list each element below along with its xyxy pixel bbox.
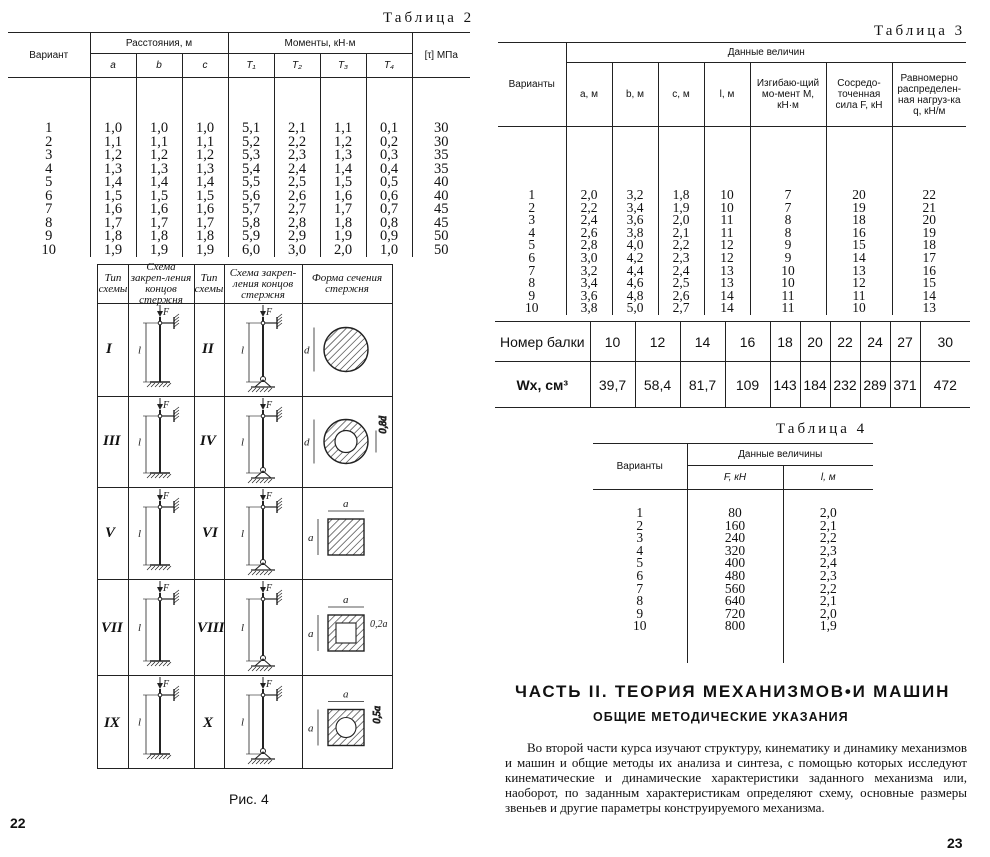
fig-row3-right-label: VI xyxy=(202,525,218,541)
t4-col-variant: 1 2 3 4 5 6 7 8 9 10 xyxy=(633,505,647,634)
figure-4 xyxy=(97,261,393,769)
ground-hatch xyxy=(155,662,159,666)
right-page xyxy=(495,0,990,857)
force-label: F xyxy=(266,307,273,318)
ground-hatch xyxy=(167,755,171,759)
ground-hatch xyxy=(256,388,260,392)
beam-row1-label: Номер балки xyxy=(495,322,590,362)
beam-wx-row xyxy=(495,362,970,408)
ground-hatch xyxy=(264,667,268,671)
fig-row2-right-label: IV xyxy=(200,433,216,449)
t2-col-variant: 1 2 3 4 5 6 7 8 9 10 xyxy=(41,120,56,258)
ground-hatch xyxy=(268,388,272,392)
ground-hatch xyxy=(268,760,272,764)
ground-hatch xyxy=(264,571,268,575)
ground-hatch xyxy=(159,383,163,387)
beam-number: 10 xyxy=(590,322,635,362)
top-hinge xyxy=(261,597,265,601)
ground-hatch xyxy=(147,662,151,666)
t2-distances-header: Расстояния, м xyxy=(90,33,228,54)
ground-hatch xyxy=(248,479,252,483)
beam-wx: 39,7 xyxy=(590,362,635,408)
t3-sub-m: Изгибаю-щий мо-мент M, кН·м xyxy=(750,63,826,127)
ground-hatch xyxy=(256,760,260,764)
ground-hatch xyxy=(155,755,159,759)
t2-col-b: 1,0 1,1 1,2 1,3 1,4 1,5 1,6 1,7 1,8 1,9 xyxy=(136,78,182,258)
t2-col-t4: 0,1 0,2 0,3 0,4 0,5 0,6 0,7 0,8 0,9 1,0 xyxy=(366,78,412,258)
fig-row2-left-label: III xyxy=(103,433,121,449)
t4-col-l: 2,0 2,1 2,2 2,3 2,4 2,3 2,2 2,1 2,0 1,9 xyxy=(783,490,873,663)
fig-drawings xyxy=(98,265,392,768)
solid-circle-section xyxy=(324,328,368,372)
ground-hatch xyxy=(167,383,171,387)
fig-head-section: Форма сечения стержня xyxy=(302,265,392,304)
t2-col-c: 1,0 1,1 1,2 1,3 1,4 1,5 1,6 1,7 1,8 1,9 xyxy=(182,78,228,258)
ground-hatch xyxy=(252,760,256,764)
force-label: F xyxy=(163,679,170,690)
fig-row4-right-label: VIII xyxy=(197,620,225,636)
t3-sub-f: Сосредо-точенная сила F, кН xyxy=(826,63,892,127)
fig-row1-left-label: I xyxy=(106,341,112,357)
ground-hatch xyxy=(264,479,268,483)
ground-hatch xyxy=(264,388,268,392)
force-label: F xyxy=(163,491,170,502)
ground-hatch xyxy=(260,760,264,764)
table3 xyxy=(498,42,966,315)
beam-row2-label: Wx, см³ xyxy=(495,362,590,408)
ground-hatch xyxy=(151,755,155,759)
top-hinge xyxy=(261,414,265,418)
ground-hatch xyxy=(151,662,155,666)
beam-wx: 289 xyxy=(860,362,890,408)
t3-sub-a: a, м xyxy=(566,63,612,127)
table4-caption: Таблица 4 xyxy=(776,421,868,437)
table4 xyxy=(593,443,873,663)
force-label: F xyxy=(266,583,273,594)
beam-number: 12 xyxy=(635,322,680,362)
top-hinge xyxy=(261,693,265,697)
side-label-left: a xyxy=(308,532,314,544)
t2-col-a: 1,0 1,1 1,2 1,3 1,4 1,5 1,6 1,7 1,8 1,9 xyxy=(90,78,136,258)
t3-sub-c: c, м xyxy=(658,63,704,127)
ground-hatch xyxy=(163,662,167,666)
t4-sub-l: l, м xyxy=(783,466,873,490)
t3-given-header: Данные величин xyxy=(566,43,966,63)
top-hinge xyxy=(158,505,162,509)
top-hinge xyxy=(158,597,162,601)
hole-diameter-label: 0,5a xyxy=(372,706,383,724)
wall-thickness-label: 0,2a xyxy=(370,619,388,630)
ground-hatch xyxy=(256,479,260,483)
ground-hatch xyxy=(159,755,163,759)
ground-hatch xyxy=(268,479,272,483)
ground-hatch xyxy=(167,662,171,666)
top-hinge xyxy=(158,414,162,418)
force-label: F xyxy=(163,583,170,594)
side-label-top: a xyxy=(343,498,349,510)
length-label: l xyxy=(241,716,245,729)
t2-sub-t4: T₄ xyxy=(366,54,412,78)
beam-wx: 109 xyxy=(725,362,770,408)
beam-number-row xyxy=(495,322,970,362)
t4-col-f: 80 160 240 320 400 480 560 640 720 800 xyxy=(687,490,783,663)
t3-sub-q: Равномерно распределен-ная нагруз-ка q, кН/м xyxy=(892,63,966,127)
beam-number: 14 xyxy=(680,322,725,362)
fig-head-type-right: Тип схемы xyxy=(194,265,224,304)
fig-row5-right-label: X xyxy=(203,715,214,731)
ground-hatch xyxy=(155,566,159,570)
beam-wx: 371 xyxy=(890,362,920,408)
beam-number: 22 xyxy=(830,322,860,362)
t2-sub-t3: T₃ xyxy=(320,54,366,78)
diameter-label: d xyxy=(304,344,310,357)
inner-diameter-label: 0,8d xyxy=(378,416,389,434)
fig-row1-right-label: II xyxy=(202,341,214,357)
ground-hatch xyxy=(151,474,155,478)
ground-hatch xyxy=(248,760,252,764)
force-label: F xyxy=(163,400,170,411)
force-label: F xyxy=(266,491,273,502)
t2-col-t3: 1,1 1,2 1,3 1,4 1,5 1,6 1,7 1,8 1,9 2,0 xyxy=(320,78,366,258)
ground-hatch xyxy=(147,474,151,478)
diameter-label: d xyxy=(304,436,310,449)
ground-hatch xyxy=(260,667,264,671)
ground-hatch xyxy=(159,474,163,478)
fig-head-type-left: Тип схемы xyxy=(98,265,128,304)
pin-joint xyxy=(261,656,266,661)
ground-hatch xyxy=(268,667,272,671)
ground-hatch xyxy=(268,571,272,575)
length-label: l xyxy=(138,622,142,634)
table2-caption: Таблица 2 xyxy=(383,10,475,26)
intro-paragraph: Во второй части курса изучают структуру, кинематику и динамику механизмов и машин и общие методы их анализа и синтеза, с помощью которых исследуют кинематические и динамические характеристики заданного механизма или, наоборот, по заданным характеристикам определяют схему, основные размеры звеньев и другие параметры конструируемого механизма. xyxy=(505,740,967,815)
t3-col-l: 10 10 11 11 12 12 13 13 14 14 xyxy=(704,127,750,315)
side-label-top: a xyxy=(343,594,349,606)
top-hinge xyxy=(158,693,162,697)
force-label: F xyxy=(266,400,273,411)
length-label: l xyxy=(138,436,142,449)
length-label: l xyxy=(138,344,142,357)
side-label-top: a xyxy=(343,688,349,701)
ground-hatch xyxy=(167,474,171,478)
ground-hatch xyxy=(256,571,260,575)
length-label: l xyxy=(138,716,142,729)
round-hole xyxy=(336,718,356,738)
t2-col-t1: 5,1 5,2 5,3 5,4 5,5 5,6 5,7 5,8 5,9 6,0 xyxy=(228,78,274,258)
fig-row5-left-label: IX xyxy=(104,715,120,731)
fig-head-scheme-right: Схема закреп-ления концов стержня xyxy=(224,265,302,304)
t2-sub-t1: T₁ xyxy=(228,54,274,78)
ground-hatch xyxy=(159,662,163,666)
page-number-right: 23 xyxy=(947,835,963,851)
table2 xyxy=(8,32,470,257)
t3-sub-l: l, м xyxy=(704,63,750,127)
t3-col-variant: 1 2 3 4 5 6 7 8 9 10 xyxy=(525,187,539,316)
ground-hatch xyxy=(260,388,264,392)
page-number-left: 22 xyxy=(10,815,26,831)
beam-number: 20 xyxy=(800,322,830,362)
ground-hatch xyxy=(264,760,268,764)
ground-hatch xyxy=(147,755,151,759)
ground-hatch xyxy=(163,383,167,387)
t2-col-stress: 30 30 35 35 40 40 45 45 50 50 xyxy=(412,78,470,258)
ground-hatch xyxy=(248,571,252,575)
fig-row3-left-label: V xyxy=(105,525,116,541)
ground-hatch xyxy=(252,479,256,483)
beam-number: 30 xyxy=(920,322,970,362)
t2-col-t2: 2,1 2,2 2,3 2,4 2,5 2,6 2,7 2,8 2,9 3,0 xyxy=(274,78,320,258)
beam-wx: 184 xyxy=(800,362,830,408)
force-label: F xyxy=(266,679,273,690)
t3-col-m: 7 7 8 8 9 9 10 10 11 11 xyxy=(750,127,826,315)
t2-sub-t2: T₂ xyxy=(274,54,320,78)
ground-hatch xyxy=(151,383,155,387)
t2-variant-header: Вариант xyxy=(8,33,90,78)
sub-heading: ОБЩИЕ МЕТОДИЧЕСКИЕ УКАЗАНИЯ xyxy=(593,710,849,724)
side-label-left: a xyxy=(308,722,314,735)
side-label-left: a xyxy=(308,628,314,640)
beam-table xyxy=(495,321,970,408)
length-label: l xyxy=(241,344,245,357)
ground-hatch xyxy=(248,667,252,671)
t3-col-q: 22 21 20 19 18 17 16 15 14 13 xyxy=(892,127,966,315)
beam-number: 18 xyxy=(770,322,800,362)
t3-col-b: 3,2 3,4 3,6 3,8 4,0 4,2 4,4 4,6 4,8 5,0 xyxy=(612,127,658,315)
part-heading: ЧАСТЬ II. ТЕОРИЯ МЕХАНИЗМОВ•И МАШИН xyxy=(515,682,951,701)
top-hinge xyxy=(158,321,162,325)
ground-hatch xyxy=(163,474,167,478)
ground-hatch xyxy=(163,755,167,759)
beam-wx: 232 xyxy=(830,362,860,408)
ground-hatch xyxy=(248,388,252,392)
ground-hatch xyxy=(252,667,256,671)
t3-col-c: 1,8 1,9 2,0 2,1 2,2 2,3 2,4 2,5 2,6 2,7 xyxy=(658,127,704,315)
ground-hatch xyxy=(260,479,264,483)
ground-hatch xyxy=(260,571,264,575)
t2-sub-c: c xyxy=(182,54,228,78)
length-label: l xyxy=(138,528,142,540)
pin-joint xyxy=(261,749,266,754)
pin-joint xyxy=(261,560,266,565)
ground-hatch xyxy=(252,571,256,575)
inner-square xyxy=(336,623,356,643)
t3-sub-b: b, м xyxy=(612,63,658,127)
beam-number: 24 xyxy=(860,322,890,362)
t3-col-f: 20 19 18 16 15 14 13 12 11 10 xyxy=(826,127,892,315)
beam-number: 27 xyxy=(890,322,920,362)
ground-hatch xyxy=(147,383,151,387)
fig-row4-left-label: VII xyxy=(101,620,123,636)
top-hinge xyxy=(261,321,265,325)
inner-circle xyxy=(335,431,357,453)
ground-hatch xyxy=(155,383,159,387)
pin-joint xyxy=(261,377,266,382)
ground-hatch xyxy=(256,667,260,671)
ground-hatch xyxy=(159,566,163,570)
top-hinge xyxy=(261,505,265,509)
length-label: l xyxy=(241,436,245,449)
t2-sub-a: a xyxy=(90,54,136,78)
ground-hatch xyxy=(163,566,167,570)
length-label: l xyxy=(241,622,245,634)
table3-caption: Таблица 3 xyxy=(874,23,966,39)
pin-joint xyxy=(261,468,266,473)
ground-hatch xyxy=(155,474,159,478)
ground-hatch xyxy=(252,388,256,392)
t2-stress-header: [τ] МПа xyxy=(412,33,470,78)
t3-col-a: 2,0 2,2 2,4 2,6 2,8 3,0 3,2 3,4 3,6 3,8 xyxy=(566,127,612,315)
beam-wx: 143 xyxy=(770,362,800,408)
t2-sub-b: b xyxy=(136,54,182,78)
ground-hatch xyxy=(147,566,151,570)
ground-hatch xyxy=(151,566,155,570)
t4-sub-f: F, кН xyxy=(687,466,783,490)
figure-caption: Рис. 4 xyxy=(229,791,269,807)
t4-variants-header: Варианты xyxy=(593,444,687,490)
t3-variants-header: Варианты xyxy=(498,43,566,127)
length-label: l xyxy=(241,528,245,540)
ground-hatch xyxy=(167,566,171,570)
beam-wx: 58,4 xyxy=(635,362,680,408)
beam-wx: 81,7 xyxy=(680,362,725,408)
t2-moments-header: Моменты, кН·м xyxy=(228,33,412,54)
beam-number: 16 xyxy=(725,322,770,362)
t4-given-header: Данные величины xyxy=(687,444,873,466)
fig-head-scheme-left: Схема закреп-ления концов стержня xyxy=(128,265,194,304)
solid-square-section xyxy=(328,519,364,555)
beam-wx: 472 xyxy=(920,362,970,408)
force-label: F xyxy=(163,307,170,318)
